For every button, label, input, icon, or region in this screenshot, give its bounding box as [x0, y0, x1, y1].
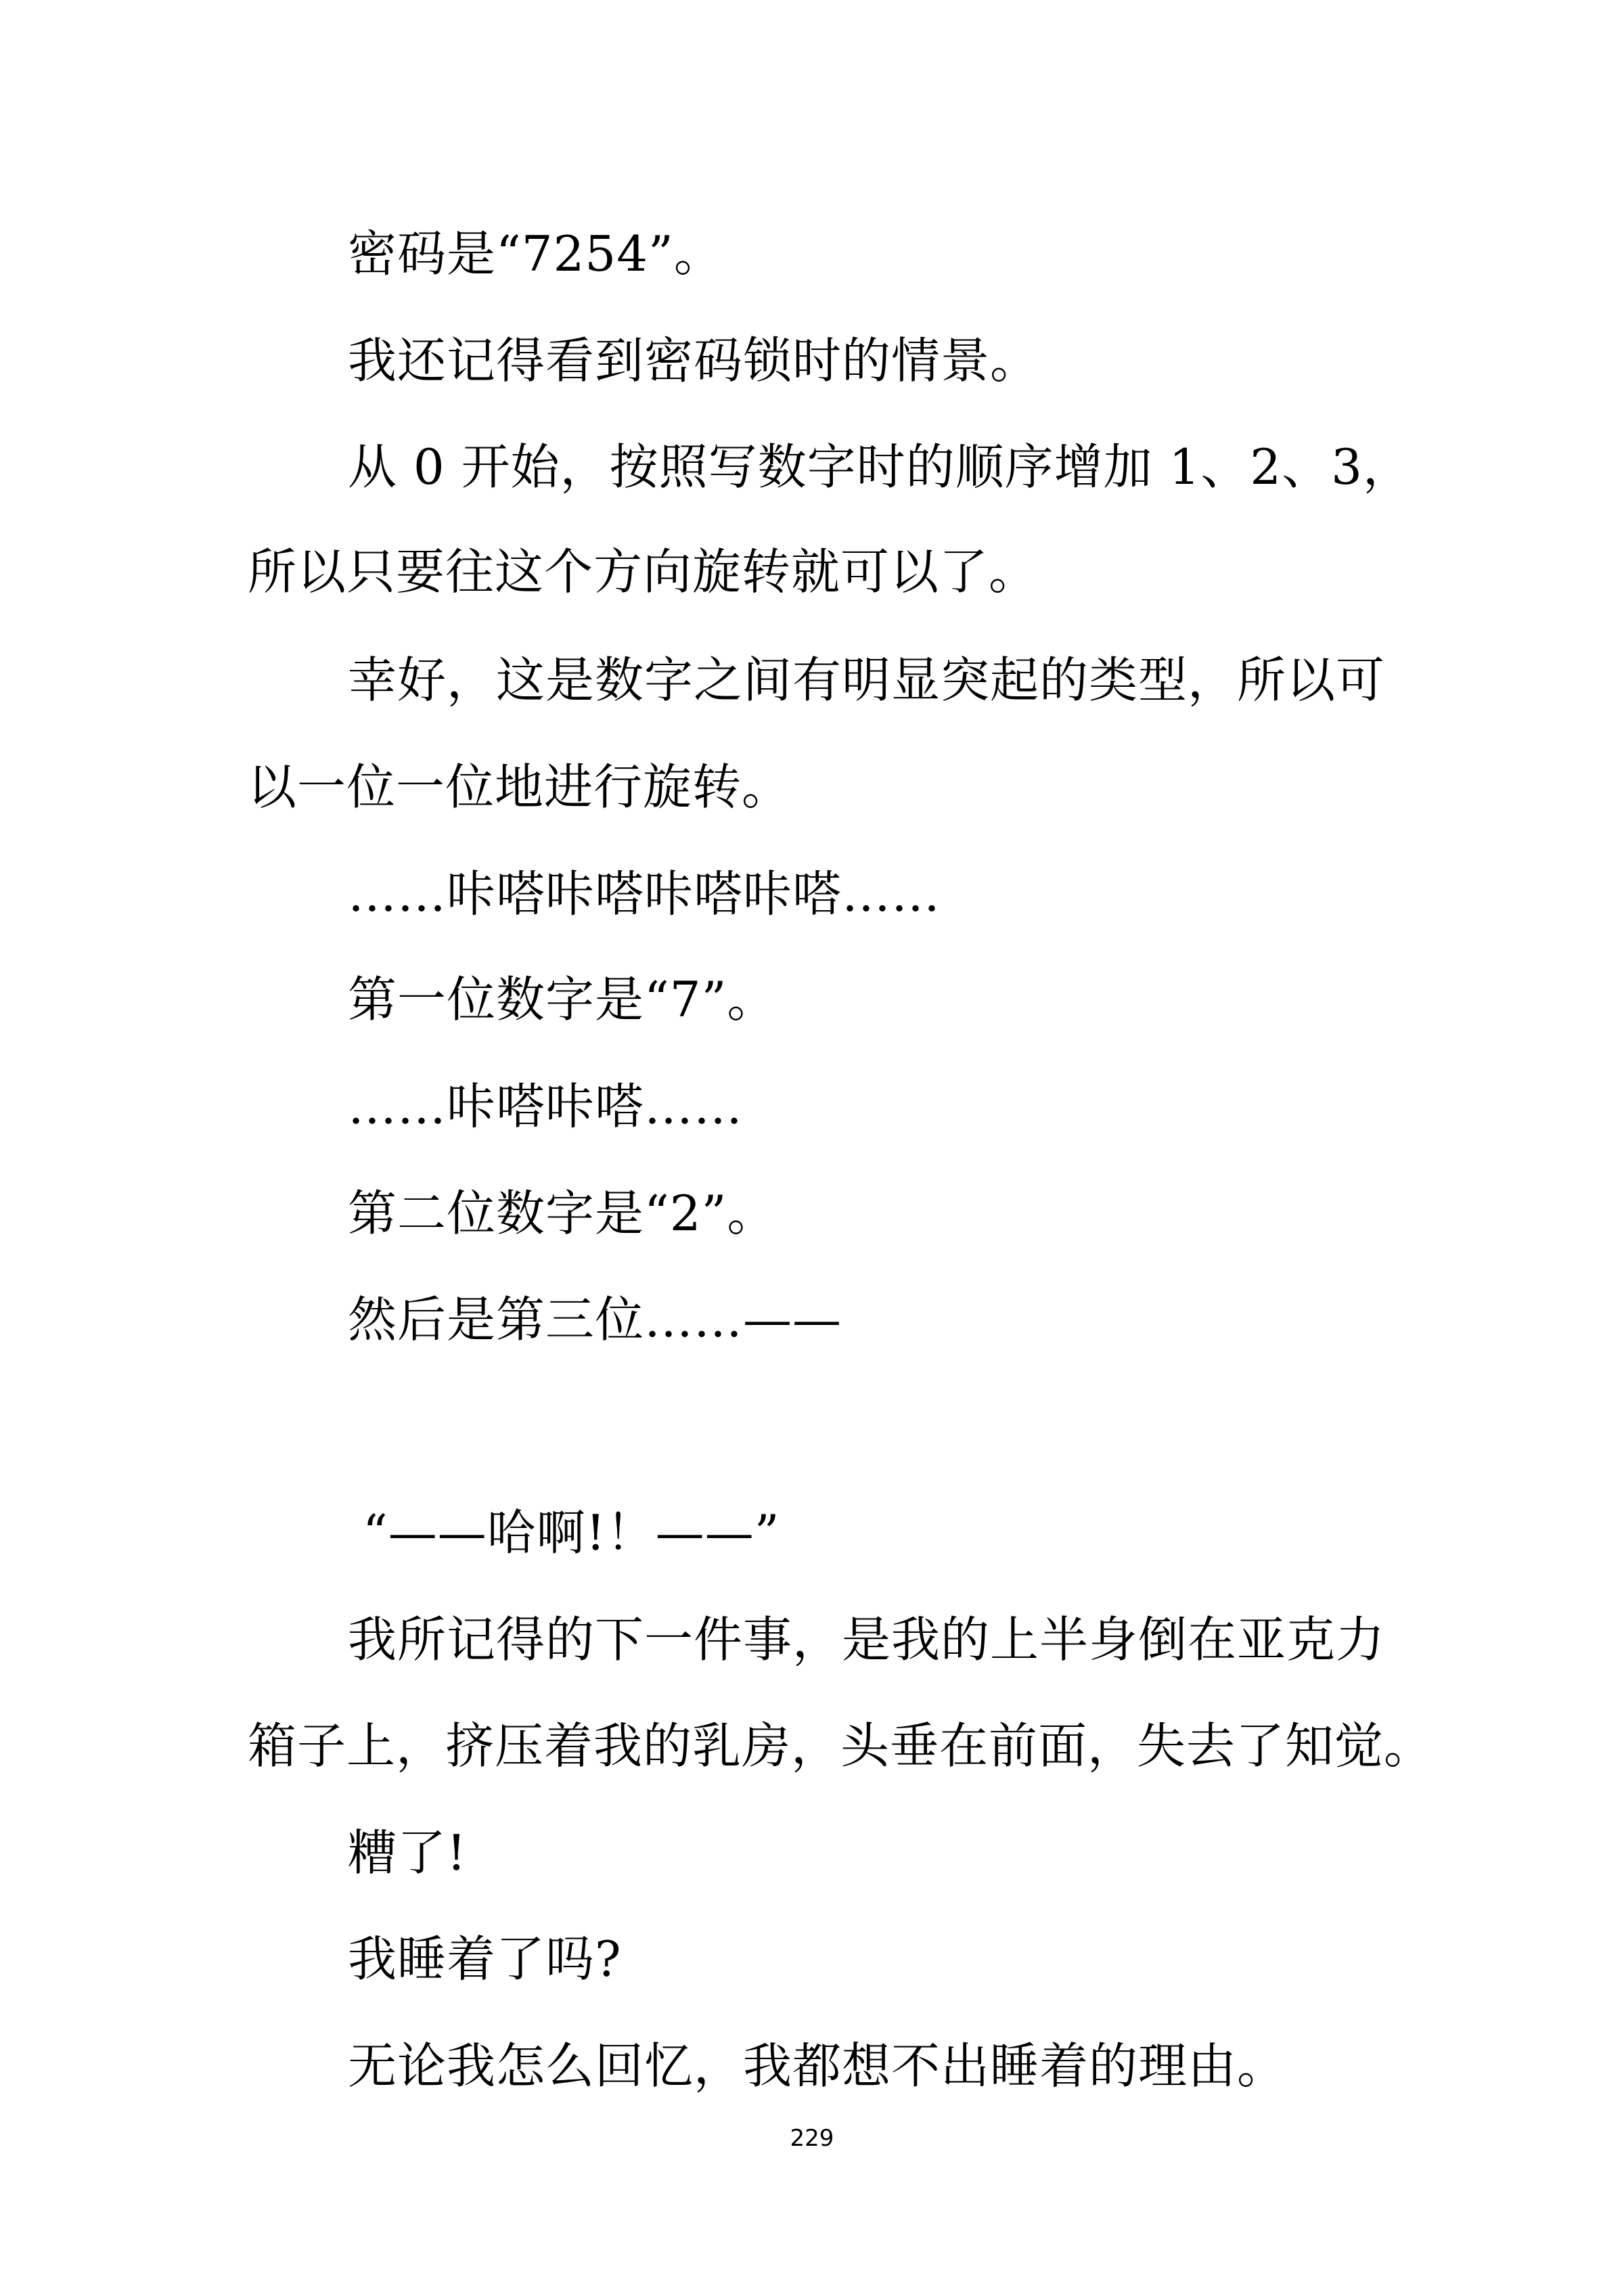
text-line: ……咔嗒咔嗒咔嗒咔嗒…… — [348, 865, 941, 922]
text-line: “——哈啊!！——” — [363, 1504, 780, 1561]
text-line: 以一位一位地进行旋转。 — [248, 759, 792, 815]
text-line: 箱子上，挤压着我的乳房，头垂在前面，失去了知觉。 — [248, 1717, 1434, 1774]
text-line: 我所记得的下一件事，是我的上半身倒在亚克力 — [348, 1611, 1386, 1668]
text-line: 无论我怎么回忆，我都想不出睡着的理由。 — [348, 2038, 1287, 2094]
text-line: ……咔嗒咔嗒…… — [348, 1078, 744, 1135]
text-line: 第二位数字是“2”。 — [348, 1185, 777, 1242]
text-line: 我睡着了吗? — [348, 1931, 622, 1987]
text-line: 从 0 开始，按照写数字时的顺序增加 1、2、3， — [348, 438, 1412, 495]
text-line: 然后是第三位……—— — [348, 1291, 842, 1348]
text-line: 第一位数字是“7”。 — [348, 971, 777, 1028]
text-line: 糟了! — [348, 1824, 467, 1881]
text-line: 密码是“7254”。 — [348, 225, 723, 282]
page-number: 229 — [790, 2125, 834, 2152]
text-line: 所以只要往这个方向旋转就可以了。 — [248, 543, 1039, 600]
text-line: 幸好，这是数字之间有明显突起的类型，所以可 — [348, 652, 1386, 708]
text-line: 我还记得看到密码锁时的情景。 — [348, 332, 1040, 389]
